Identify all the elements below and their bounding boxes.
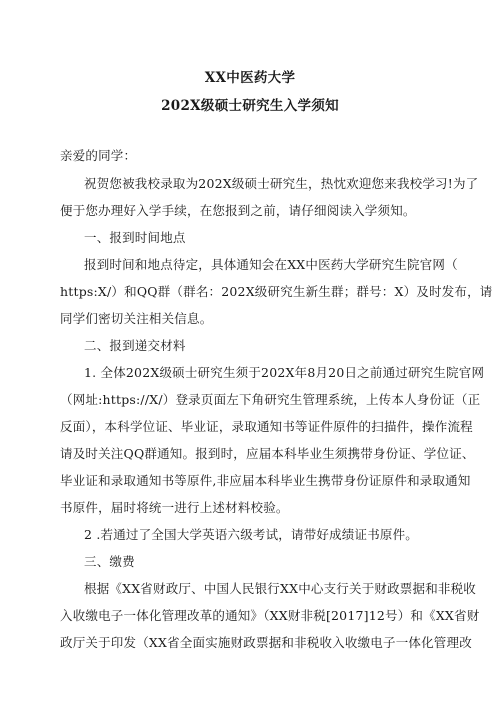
section2-line: 书原件，届时将统一进行上述材料校验。: [60, 500, 289, 515]
section2-line: （网址:https://X/）登录页面左下角研究生管理系统，上传本人身份证（正: [60, 392, 481, 407]
section3-line: 政厅关于印发（XX省全面实施财政票据和非税收入收缴电子一体化管理改: [60, 635, 472, 650]
section-heading-1: 一、报到时间地点: [84, 230, 186, 245]
section3-line: 入收缴电子一体化管理改革的通知》（XX财非税[2017]12号）和《XX省财: [60, 608, 480, 623]
greeting: 亲爱的同学：: [60, 148, 137, 163]
university-title: XX中医药大学: [204, 70, 296, 86]
intro-line: 便于您办理好入学手续，在您报到之前，请仔细阅读入学须知。: [60, 203, 416, 218]
intro-line: 祝贺您被我校录取为202X级硕士研究生，热忱欢迎您来我校学习!为了: [84, 176, 479, 191]
section2-line: 毕业证和录取通知书等原件,非应届本科毕业生携带身份证原件和录取通知: [60, 473, 471, 488]
section2-line: 反面），本科学位证、毕业证，录取通知书等证件原件的扫描件，操作流程: [60, 419, 473, 434]
section1-line: https:X/）和QQ群（群名：202X级研究生新生群；群号：X）及时发布，请: [60, 284, 493, 299]
section1-line: 同学们密切关注相关信息。: [60, 311, 213, 326]
section2-line: 1. 全体202X级硕士研究生须于202X年8月20日之前通过研究生院官网: [84, 365, 485, 380]
section2-line: 请及时关注QQ群通知。报到时，应届本科毕业生须携带身份证、学位证、: [60, 446, 475, 461]
document-subtitle: 202X级硕士研究生入学须知: [161, 98, 339, 114]
section3-line: 根据《XX省财政厅、中国人民银行XX中心支行关于财政票据和非税收: [84, 581, 476, 596]
section1-line: 报到时间和地点待定，具体通知会在XX中医药大学研究生院官网（: [84, 257, 458, 272]
section2-line: 2 .若通过了全国大学英语六级考试，请带好成绩证书原件。: [84, 527, 419, 542]
section-heading-3: 三、缴费: [84, 554, 135, 569]
section-heading-2: 二、报到递交材料: [84, 338, 186, 353]
